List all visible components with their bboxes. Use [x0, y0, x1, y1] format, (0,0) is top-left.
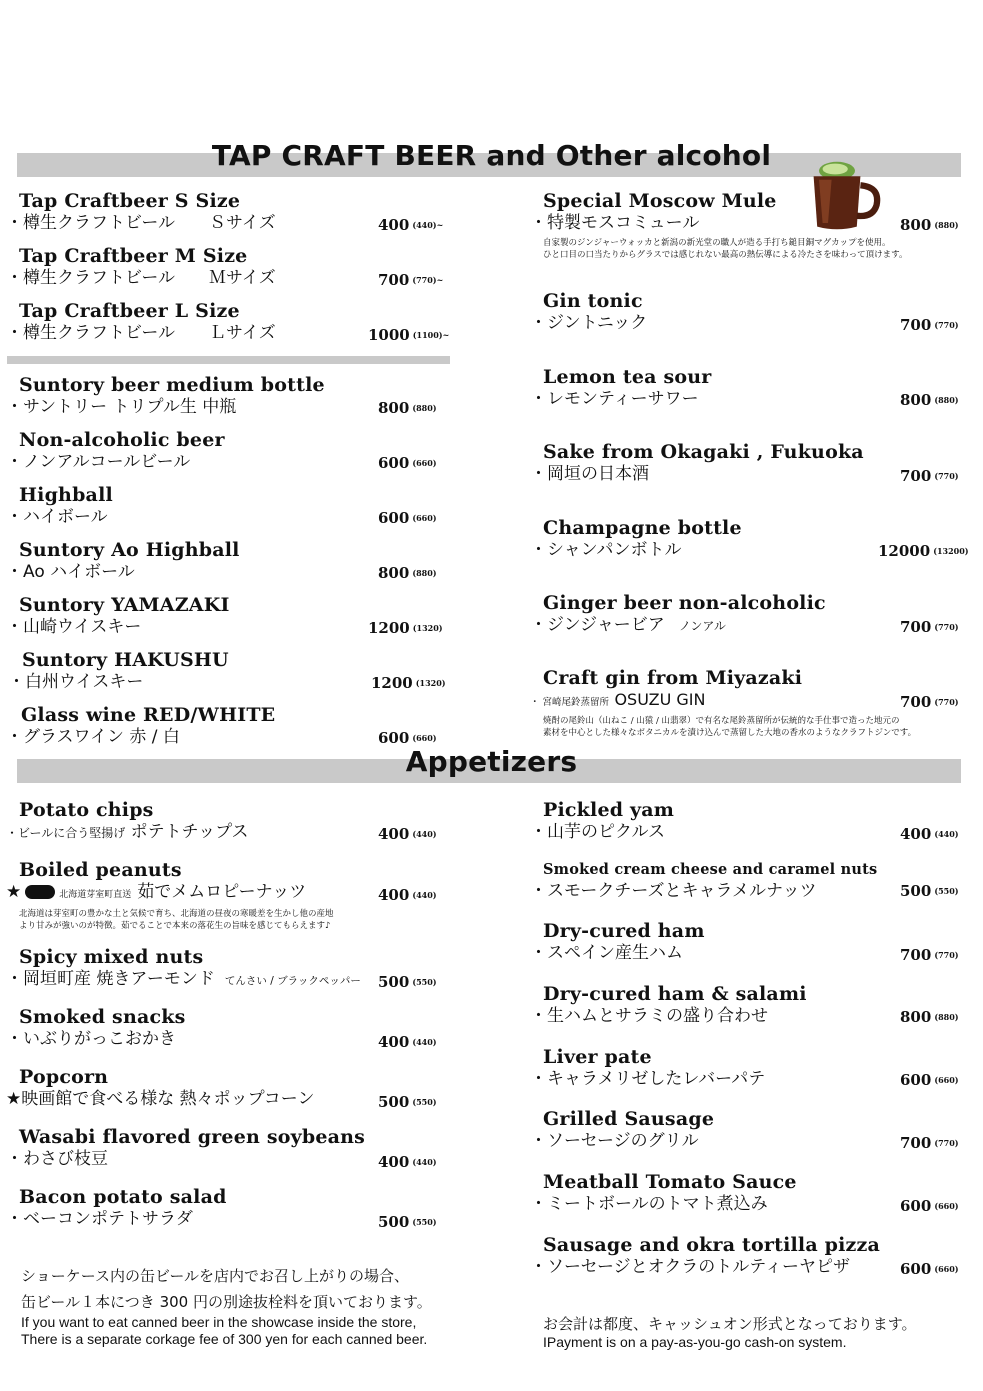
item-name-en: Bacon potato salad: [19, 1186, 227, 1208]
item-name-en: Dry-cured ham: [543, 920, 705, 942]
menu-item-bacon-potato-salad: [6, 1186, 227, 1230]
item-name-en: Wasabi flavored green soybeans: [19, 1126, 366, 1148]
corkage-note-jp-line2: 缶ビール１本につき 300 円の別途抜栓料を頂いております。: [21, 1293, 432, 1311]
item-name-jp: ・生ハムとサラミの盛り合わせ: [530, 1006, 768, 1026]
item-name-en: Liver pate: [543, 1046, 652, 1068]
item-price: 1200 (1320): [371, 674, 446, 692]
item-description: ひと口目の口当たりからグラスでは感じれない最高の熱伝導による冷たさを味わって頂けます。: [543, 250, 908, 260]
item-name-jp: ・岡垣の日本酒: [530, 464, 649, 484]
item-name-jp: ・Ao ハイボール: [6, 562, 135, 582]
item-price: 500 (550): [378, 973, 437, 991]
item-name-en: Grilled Sausage: [543, 1108, 715, 1130]
item-name-en: Highball: [19, 484, 113, 506]
item-name-en: Potato chips: [19, 799, 154, 821]
item-name-en: Sausage and okra tortilla pizza: [543, 1234, 881, 1256]
menu-item-moscow-mule: [530, 190, 777, 234]
item-price: 500 (550): [900, 882, 959, 900]
item-price: 1200 (1320): [368, 619, 443, 637]
item-name-en: Ginger beer non-alcoholic: [543, 592, 826, 614]
item-price: 500 (550): [378, 1213, 437, 1231]
item-name-jp: ・シャンパンボトル: [530, 540, 682, 560]
item-price: 800 (880): [900, 391, 959, 409]
menu-item-glass-wine: [6, 704, 276, 748]
menu-item-highball: [6, 484, 113, 528]
item-name-en: Craft gin from Miyazaki: [543, 667, 803, 689]
item-price: 600 (660): [900, 1260, 959, 1278]
item-price: 12000 (13200): [878, 542, 969, 560]
corkage-note-jp-line1: ショーケース内の缶ビールを店内でお召し上がりの場合、: [21, 1267, 410, 1285]
menu-item-ao-highball: [6, 539, 240, 583]
item-name-en: Smoked cream cheese and caramel nuts: [543, 861, 878, 878]
item-name-jp: ・白州ウイスキー: [8, 672, 144, 692]
item-price: 800 (880): [900, 1008, 959, 1026]
item-name-en: Tap Craftbeer L Size: [19, 300, 240, 322]
item-price: 600 (660): [378, 509, 437, 527]
item-price: 700 (770): [900, 618, 959, 636]
menu-item-ham-salami: [530, 983, 807, 1027]
item-name-jp: ・ソーセージのグリル: [530, 1131, 699, 1151]
item-name-en: Pickled yam: [543, 799, 675, 821]
item-price: 400 (440): [378, 886, 437, 904]
item-description: 北海道は芽室町の豊かな土と気候で育ち、北海道の昼夜の寒暖差を生かし他の産地: [19, 909, 334, 919]
item-name-en: Glass wine RED/WHITE: [21, 704, 276, 726]
menu-item-lemon-tea-sour: [530, 366, 712, 410]
item-name-en: Suntory beer medium bottle: [19, 374, 325, 396]
item-price: 800 (880): [378, 564, 437, 582]
item-name-jp: ・山崎ウイスキー: [6, 617, 142, 637]
menu-item-liver-pate: [530, 1046, 766, 1090]
item-name-en: Meatball Tomato Sauce: [543, 1171, 797, 1193]
item-name-jp: ・ソーセージとオクラのトルティーヤピザ: [530, 1257, 850, 1277]
item-name-jp: ★ 北海道芽室町直送 茹でメムロピーナッツ: [6, 882, 307, 902]
payment-note-jp: お会計は都度、キャッシュオン形式となっております。: [543, 1315, 917, 1333]
item-price: 700 (770): [900, 316, 959, 334]
item-name-en: Popcorn: [19, 1066, 109, 1088]
item-name-jp: ・ジントニック: [530, 313, 648, 333]
menu-item-osuzu-gin: [530, 667, 803, 714]
menu-item-tap-s: [6, 190, 276, 234]
menu-item-smoked-cheese-nuts: [530, 860, 878, 902]
item-description: より甘みが強いのが特徴。茹でることで本来の落花生の旨味を感じてもらえます♪: [19, 921, 331, 931]
item-price: 500 (550): [378, 1093, 437, 1111]
menu-item-tap-l: [6, 300, 276, 344]
menu-item-pickled-yam: [530, 799, 675, 843]
item-price: 600 (660): [900, 1197, 959, 1215]
item-name-en: Smoked snacks: [19, 1006, 186, 1028]
menu-item-yamazaki: [6, 594, 230, 638]
item-name-jp: ・ノンアルコールビール: [6, 452, 191, 472]
item-name-en: Dry-cured ham & salami: [543, 983, 807, 1005]
menu-item-dry-cured-ham: [530, 920, 705, 964]
item-name-jp: ・サントリー トリプル生 中瓶: [6, 397, 237, 417]
item-name-en: Tap Craftbeer S Size: [19, 190, 241, 212]
item-description: 素材を中心とした様々なボタニカルを漬け込んで蒸留した大地の香水のようなクラフトジンです。: [543, 728, 917, 738]
item-name-jp: ・ベーコンポテトサラダ: [6, 1209, 193, 1229]
item-name-en: Non-alcoholic beer: [19, 429, 225, 451]
item-price: 600 (660): [900, 1071, 959, 1089]
item-name-jp: ・ハイボール: [6, 507, 108, 527]
corkage-note-en-line2: There is a separate corkage fee of 300 yen for each canned beer.: [21, 1331, 428, 1347]
item-price: 400 (440)~: [378, 216, 444, 234]
item-name-jp: ・山芋のピクルス: [530, 822, 665, 842]
item-name-jp: ・ミートボールのトマト煮込み: [530, 1194, 768, 1214]
menu-item-spicy-mixed-nuts: [6, 946, 361, 992]
item-price: 700 (770): [900, 1134, 959, 1152]
menu-item-suntory-bottle: [6, 374, 325, 418]
menu-item-gin-tonic: [530, 290, 648, 334]
peanut-logo-icon: [25, 885, 55, 899]
copper-mug-with-lime-icon: [800, 160, 892, 232]
menu-item-potato-chips: [6, 799, 249, 844]
item-price: 400 (440): [378, 1033, 437, 1051]
item-name-jp: ・ 宮崎尾鈴蒸留所 OSUZU GIN: [530, 690, 706, 709]
item-name-jp: ・ビールに合う堅揚げ ポテトチップス: [6, 822, 249, 842]
menu-item-ginger-beer: [530, 592, 826, 637]
menu-item-hakushu: [8, 649, 229, 693]
item-name-en: Boiled peanuts: [19, 859, 182, 881]
menu-item-popcorn: [6, 1066, 315, 1110]
menu-item-tortilla-pizza: [530, 1234, 881, 1278]
menu-item-meatball-tomato: [530, 1171, 797, 1215]
menu-item-smoked-snacks: [6, 1006, 186, 1050]
drinks-title: TAP CRAFT BEER and Other alcohol: [211, 139, 772, 172]
menu-item-okagaki-sake: [530, 441, 864, 485]
item-price: 700 (770): [900, 946, 959, 964]
item-name-jp: ・わさび枝豆: [6, 1149, 108, 1169]
item-name-jp: ・樽生クラフトビール Ｓサイズ: [6, 213, 276, 233]
item-name-en: Lemon tea sour: [543, 366, 712, 388]
item-name-en: Suntory YAMAZAKI: [19, 594, 230, 616]
item-price: 800 (880): [900, 216, 959, 234]
item-name-jp: ・いぶりがっこおかき: [6, 1029, 176, 1049]
item-name-jp: ・レモンティーサワー: [530, 389, 699, 409]
menu-item-tap-m: [6, 245, 276, 289]
item-price: 600 (660): [378, 729, 437, 747]
appetizers-title: Appetizers: [405, 745, 578, 778]
menu-item-wasabi-soybeans: [6, 1126, 366, 1170]
item-name-jp: ・スペイン産生ハム: [530, 943, 683, 963]
item-name-en: Gin tonic: [543, 290, 643, 312]
menu-item-non-alcoholic-beer: [6, 429, 225, 473]
item-name-en: Tap Craftbeer M Size: [19, 245, 248, 267]
item-price: 700 (770): [900, 467, 959, 485]
item-name-jp: ・樽生クラフトビール Ｍサイズ: [6, 268, 276, 288]
item-name-en: Champagne bottle: [543, 517, 742, 539]
item-description: 焼酎の尾鈴山（山ねこ / 山猿 / 山翡翠）で有名な尾鈴蒸留所が伝統的な手仕事で造った地元の: [543, 716, 900, 726]
item-name-jp: ・特製モスコミュール: [530, 213, 700, 233]
item-price: 400 (440): [900, 825, 959, 843]
tap-divider-bar: [7, 356, 450, 364]
item-name-jp: ・キャラメリゼしたレバーパテ: [530, 1069, 766, 1089]
item-name-jp: ・ジンジャービア ノンアル: [530, 615, 726, 635]
item-price: 400 (440): [378, 825, 437, 843]
item-name-jp: ・岡垣町産 焼きアーモンド てんさい / ブラックペッパー: [6, 969, 361, 989]
item-price: 800 (880): [378, 399, 437, 417]
item-description: 自家製のジンジャーウォッカと新潟の新光堂の職人が造る手打ち鎚目銅マグカップを使用。: [543, 238, 891, 248]
menu-item-grilled-sausage: [530, 1108, 715, 1152]
menu-item-champagne: [530, 517, 742, 561]
item-price: 400 (440): [378, 1153, 437, 1171]
item-name-en: Special Moscow Mule: [543, 190, 777, 212]
payment-note-en: IPayment is on a pay-as-you-go cash-on system.: [543, 1334, 847, 1350]
item-name-en: Suntory HAKUSHU: [22, 649, 229, 671]
item-name-jp: ・スモークチーズとキャラメルナッツ: [530, 881, 817, 901]
item-name-jp: ★映画館で食べる様な 熱々ポップコーン: [6, 1089, 315, 1109]
item-name-en: Suntory Ao Highball: [19, 539, 240, 561]
item-price: 1000 (1100)~: [368, 326, 450, 344]
item-name-en: Sake from Okagaki , Fukuoka: [543, 441, 864, 463]
item-name-jp: ・樽生クラフトビール Ｌサイズ: [6, 323, 276, 343]
item-name-jp: ・グラスワイン 赤 / 白: [6, 727, 180, 747]
item-name-en: Spicy mixed nuts: [19, 946, 204, 968]
item-price: 700 (770): [900, 693, 959, 711]
item-price: 700 (770)~: [378, 271, 444, 289]
corkage-note-en-line1: If you want to eat canned beer in the showcase inside the store,: [21, 1314, 417, 1330]
item-price: 600 (660): [378, 454, 437, 472]
menu-item-boiled-peanuts: [6, 859, 307, 906]
